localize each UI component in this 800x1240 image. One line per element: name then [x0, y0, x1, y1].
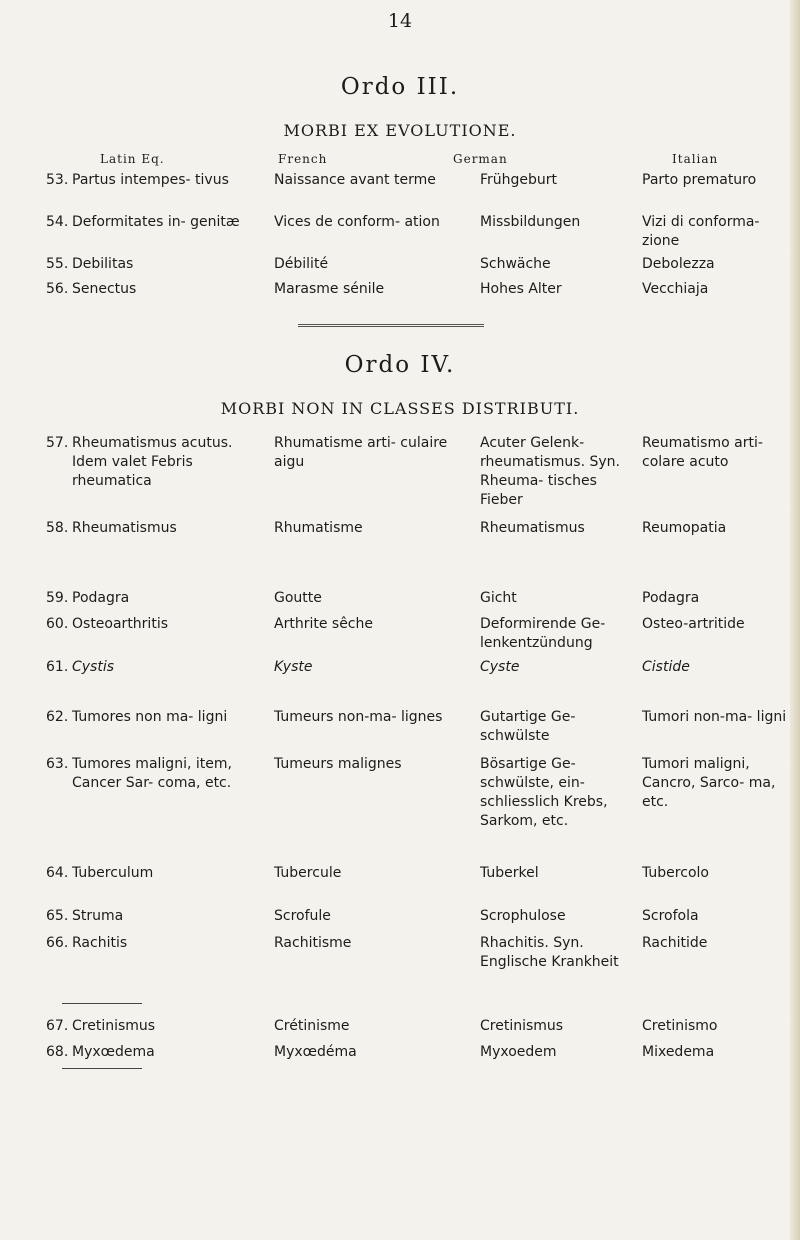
row-number: 68. — [46, 1044, 69, 1060]
latin-term: Rachitis — [72, 935, 128, 951]
italian-term: Tumori non-ma- ligni — [642, 709, 787, 725]
french-term: Scrofule — [274, 908, 331, 924]
row-number: 54. — [46, 214, 69, 230]
row-number: 63. — [46, 756, 69, 772]
row-number: 67. — [46, 1018, 69, 1034]
row-number: 53. — [46, 172, 69, 188]
german-term: Scrophulose — [480, 908, 566, 924]
row-number: 66. — [46, 935, 69, 951]
italian-term: Osteo-artritide — [642, 616, 745, 632]
german-term: Deformirende Ge- lenkentzündung — [480, 616, 606, 651]
section-divider — [298, 324, 484, 327]
row-number: 56. — [46, 281, 69, 297]
german-term: Acuter Gelenk- rheumatismus. Syn. Rheuma- tisches Fieber — [480, 435, 620, 508]
french-term: Rachitisme — [274, 935, 352, 951]
italian-term: Tubercolo — [642, 865, 709, 881]
french-term: Tumeurs non-ma- lignes — [274, 709, 443, 725]
french-term: Kyste — [274, 659, 313, 675]
german-term: Schwäche — [480, 256, 551, 272]
italian-term: Rachitide — [642, 935, 708, 951]
latin-term: Osteoarthritis — [72, 616, 168, 632]
header-latin: Latin Eq. — [100, 152, 165, 166]
italian-term: Reumatismo arti- colare acuto — [642, 435, 763, 470]
italian-term: Podagra — [642, 590, 700, 606]
latin-term: Rheumatismus acutus. Idem valet Febris rheumatica — [72, 435, 233, 489]
italian-term: Mixedema — [642, 1044, 715, 1060]
german-term: Gicht — [480, 590, 517, 606]
german-term: Missbildungen — [480, 214, 581, 230]
latin-term: Debilitas — [72, 256, 134, 272]
german-term: Gutartige Ge- schwülste — [480, 709, 576, 744]
row-number: 61. — [46, 659, 69, 675]
italian-term: Parto prematuro — [642, 172, 757, 188]
german-term: Bösartige Ge- schwülste, ein- schliesslich Krebs, Sarkom, etc. — [480, 756, 608, 829]
italian-term: Cistide — [642, 659, 690, 675]
bottom-rule — [62, 1068, 142, 1069]
latin-term: Rheumatismus — [72, 520, 177, 536]
italian-term: Vecchiaja — [642, 281, 709, 297]
header-french: French — [278, 152, 328, 166]
french-term: Tubercule — [274, 865, 342, 881]
section-title-ordo-iv: Ordo IV. — [344, 352, 456, 378]
row-number: 57. — [46, 435, 69, 451]
french-term: Arthrite sêche — [274, 616, 373, 632]
latin-term: Senectus — [72, 281, 137, 297]
row-number: 59. — [46, 590, 69, 606]
german-term: Tuberkel — [480, 865, 539, 881]
french-term: Rhumatisme — [274, 520, 363, 536]
italian-term: Cretinismo — [642, 1018, 718, 1034]
row-number: 65. — [46, 908, 69, 924]
french-term: Crétinisme — [274, 1018, 350, 1034]
german-term: Myxoedem — [480, 1044, 557, 1060]
french-term: Vices de conform- ation — [274, 214, 440, 230]
row-number: 62. — [46, 709, 69, 725]
section-subtitle-non-distributi: MORBI NON IN CLASSES DISTRIBUTI. — [220, 399, 580, 418]
german-term: Frühgeburt — [480, 172, 558, 188]
german-term: Hohes Alter — [480, 281, 562, 297]
latin-term: Podagra — [72, 590, 130, 606]
french-term: Débilité — [274, 256, 329, 272]
latin-term: Deformitates in- genitæ — [72, 214, 240, 230]
german-term: Cyste — [480, 659, 520, 675]
latin-term: Cystis — [72, 659, 115, 675]
italian-term: Tumori maligni, Cancro, Sarco- ma, etc. — [642, 756, 776, 810]
latin-term: Tumores maligni, item, Cancer Sar- coma, etc. — [72, 756, 232, 791]
french-term: Marasme sénile — [274, 281, 385, 297]
row-number: 58. — [46, 520, 69, 536]
latin-term: Cretinismus — [72, 1018, 156, 1034]
latin-term: Myxœdema — [72, 1044, 155, 1060]
french-term: Rhumatisme arti- culaire aigu — [274, 435, 448, 470]
german-term: Rhachitis. Syn. Englische Krankheit — [480, 935, 619, 970]
footnote-rule — [62, 1003, 142, 1004]
row-number: 64. — [46, 865, 69, 881]
section-title-ordo-iii: Ordo III. — [340, 74, 460, 100]
italian-term: Reumopatia — [642, 520, 727, 536]
header-german: German — [453, 152, 508, 166]
italian-term: Debolezza — [642, 256, 715, 272]
italian-term: Vizi di conforma- zione — [642, 214, 760, 249]
french-term: Naissance avant terme — [274, 172, 436, 188]
latin-term: Tuberculum — [72, 865, 154, 881]
german-term: Cretinismus — [480, 1018, 564, 1034]
latin-term: Tumores non ma- ligni — [72, 709, 228, 725]
latin-term: Struma — [72, 908, 124, 924]
row-number: 60. — [46, 616, 69, 632]
french-term: Myxœdéma — [274, 1044, 357, 1060]
row-number: 55. — [46, 256, 69, 272]
section-subtitle-evolutione: MORBI EX EVOLUTIONE. — [283, 121, 517, 140]
header-italian: Italian — [672, 152, 719, 166]
page-number: 14 — [387, 10, 413, 32]
italian-term: Scrofola — [642, 908, 699, 924]
latin-term: Partus intempes- tivus — [72, 172, 229, 188]
french-term: Tumeurs malignes — [274, 756, 402, 772]
french-term: Goutte — [274, 590, 322, 606]
german-term: Rheumatismus — [480, 520, 585, 536]
